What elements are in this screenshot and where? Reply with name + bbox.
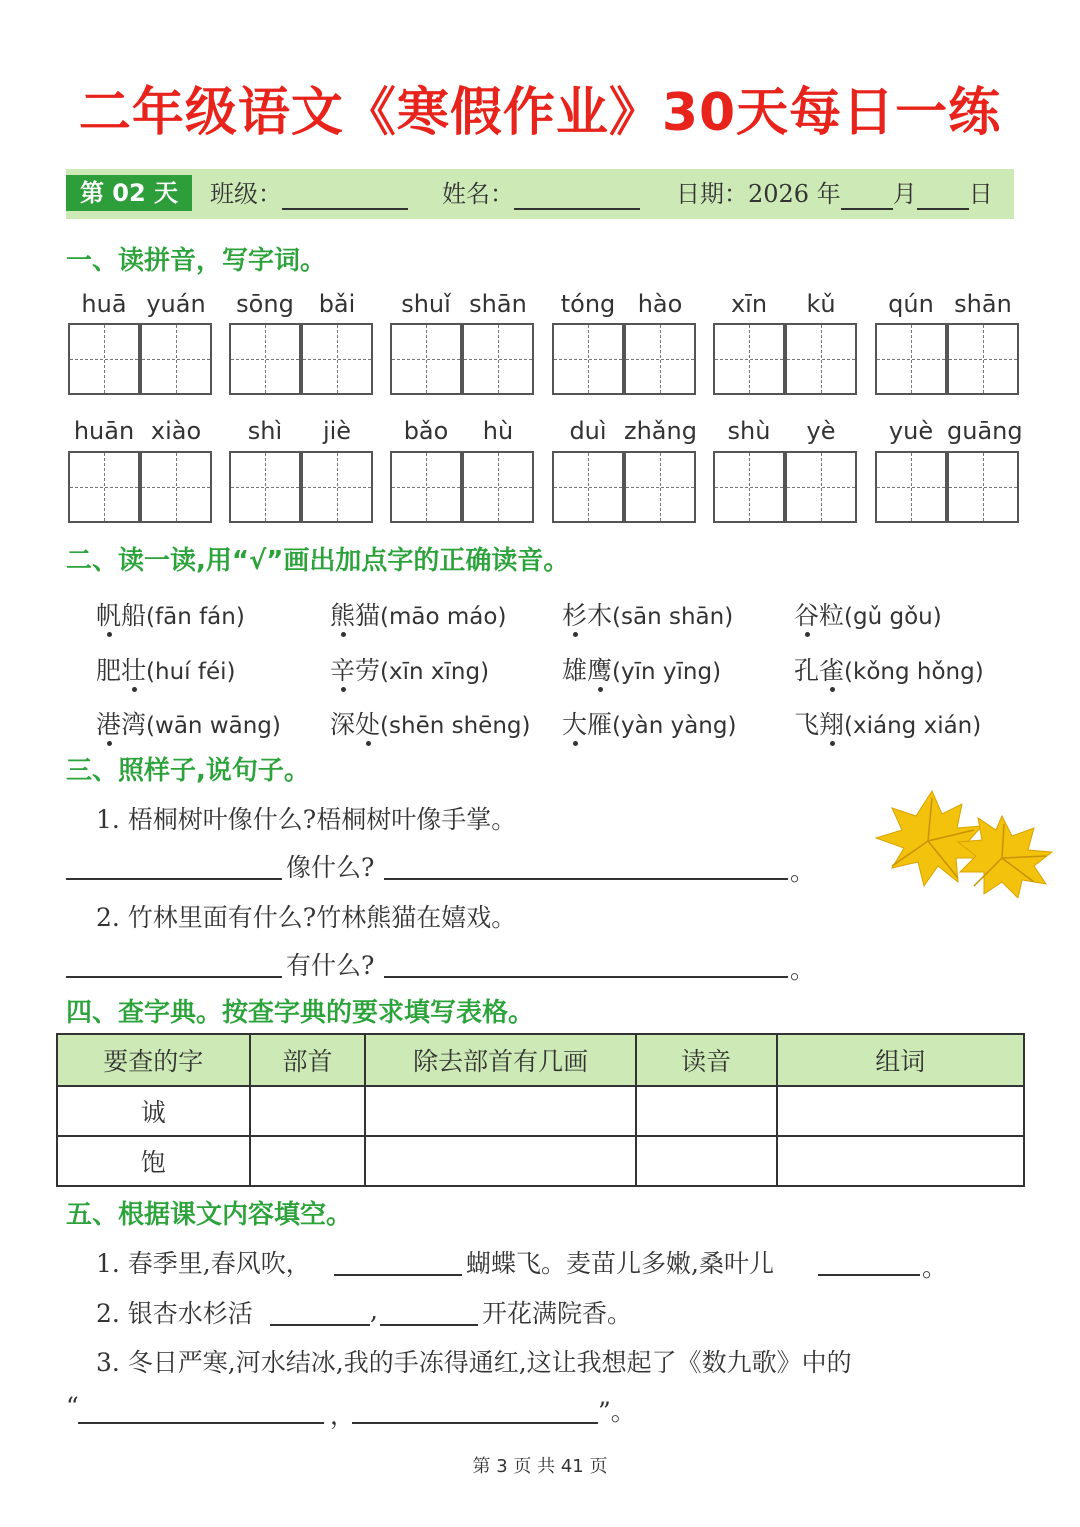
answer-line[interactable] bbox=[380, 1324, 478, 1326]
pronunciation-item[interactable] bbox=[330, 651, 489, 687]
answer-cell[interactable] bbox=[365, 1136, 635, 1186]
writing-box[interactable] bbox=[947, 451, 1019, 523]
period: 。 bbox=[790, 857, 816, 886]
answer-line[interactable] bbox=[352, 1422, 598, 1424]
writing-box[interactable] bbox=[390, 323, 462, 395]
word-char: 孔 bbox=[794, 656, 820, 685]
writing-box[interactable] bbox=[624, 323, 696, 395]
pronunciation-item[interactable] bbox=[330, 596, 506, 632]
pinyin-options: (xiáng xián) bbox=[844, 713, 982, 739]
table-row bbox=[57, 1136, 1024, 1186]
dictionary-table bbox=[56, 1033, 1025, 1187]
word-char: 飞 bbox=[794, 710, 820, 739]
word-char: 谷 bbox=[794, 596, 819, 632]
pinyin-options: (kǒng hǒng) bbox=[844, 659, 984, 685]
fill-text: 2. 银杏水杉活 bbox=[96, 1299, 253, 1328]
pronunciation-item[interactable] bbox=[794, 705, 981, 741]
class-input[interactable] bbox=[282, 182, 408, 210]
pinyin-label: sōng bbox=[236, 290, 294, 318]
answer-cell[interactable] bbox=[250, 1136, 366, 1186]
answer-line[interactable] bbox=[66, 878, 282, 880]
answer-line[interactable] bbox=[384, 976, 788, 978]
answer-line[interactable] bbox=[334, 1274, 462, 1276]
pinyin-options: (xīn xīng) bbox=[380, 659, 490, 685]
word-char: 熊 bbox=[330, 596, 355, 632]
pronunciation-item[interactable] bbox=[794, 596, 942, 632]
pinyin-label: jiè bbox=[322, 417, 352, 445]
pinyin-options: (shēn shēng) bbox=[380, 713, 531, 739]
answer-line[interactable] bbox=[270, 1324, 370, 1326]
pinyin-label: yè bbox=[806, 417, 836, 445]
pinyin-options: (yīn yīng) bbox=[612, 659, 722, 685]
fill-prompt-1: 像什么? bbox=[286, 853, 375, 882]
writing-box[interactable] bbox=[301, 323, 373, 395]
word-char: 雄 bbox=[562, 656, 588, 685]
pinyin-label: kǔ bbox=[806, 290, 836, 318]
pronunciation-item[interactable] bbox=[562, 596, 733, 632]
dotted-char: 翔 bbox=[819, 705, 844, 741]
class-field bbox=[210, 178, 408, 210]
lookup-char: 诚 bbox=[57, 1086, 250, 1136]
writing-box[interactable] bbox=[875, 323, 947, 395]
answer-line[interactable] bbox=[78, 1422, 324, 1424]
pronunciation-item[interactable] bbox=[562, 651, 721, 687]
writing-box[interactable] bbox=[68, 451, 140, 523]
section3-heading: 三、照样子,说句子。 bbox=[66, 756, 310, 786]
column-header: 读音 bbox=[636, 1034, 777, 1086]
pinyin-options: (gǔ gǒu) bbox=[844, 604, 942, 630]
column-header: 部首 bbox=[250, 1034, 366, 1086]
example-sentence-1: 1. 梧桐树叶像什么?梧桐树叶像手掌。 bbox=[96, 805, 517, 834]
writing-box[interactable] bbox=[875, 451, 947, 523]
example-sentence-2: 2. 竹林里面有什么?竹林熊猫在嬉戏。 bbox=[96, 903, 517, 932]
dotted-char: 壮 bbox=[121, 651, 146, 687]
date-field bbox=[676, 178, 993, 210]
day-label: 日 bbox=[968, 180, 993, 208]
dotted-char: 雀 bbox=[819, 651, 844, 687]
pinyin-label: tóng bbox=[560, 290, 616, 318]
pinyin-label: shān bbox=[954, 290, 1012, 318]
pronunciation-item[interactable] bbox=[562, 705, 736, 741]
word-char: 港 bbox=[96, 705, 121, 741]
pinyin-label: hào bbox=[637, 290, 683, 318]
writing-box[interactable] bbox=[785, 451, 857, 523]
pinyin-label: huān bbox=[73, 417, 135, 445]
writing-box[interactable] bbox=[140, 451, 212, 523]
pinyin-label: shì bbox=[247, 417, 283, 445]
writing-box[interactable] bbox=[462, 451, 534, 523]
pinyin-label: xiào bbox=[150, 417, 202, 445]
writing-box[interactable] bbox=[140, 323, 212, 395]
answer-cell[interactable] bbox=[636, 1086, 777, 1136]
writing-box[interactable] bbox=[229, 323, 301, 395]
dotted-char: 劳 bbox=[355, 656, 381, 685]
fill-text: 。 bbox=[922, 1253, 948, 1282]
dotted-char: 粒 bbox=[819, 601, 845, 630]
pinyin-label: huā bbox=[81, 290, 127, 318]
writing-box[interactable] bbox=[68, 323, 140, 395]
answer-cell[interactable] bbox=[365, 1086, 635, 1136]
dotted-char: 木 bbox=[587, 601, 613, 630]
section5-heading: 五、根据课文内容填空。 bbox=[66, 1200, 353, 1230]
day-input[interactable] bbox=[917, 182, 969, 210]
writing-box[interactable] bbox=[390, 451, 462, 523]
fill-text: 3. 冬日严寒,河水结冰,我的手冻得通红,这让我想起了《数九歌》中的 bbox=[96, 1348, 852, 1377]
writing-box[interactable] bbox=[785, 323, 857, 395]
pinyin-label: hù bbox=[482, 417, 514, 445]
answer-cell[interactable] bbox=[636, 1136, 777, 1186]
pinyin-options: (wān wāng) bbox=[146, 713, 281, 739]
word-char: 肥 bbox=[96, 656, 122, 685]
pinyin-label: bǎi bbox=[318, 290, 356, 318]
writing-box[interactable] bbox=[947, 323, 1019, 395]
pronunciation-item[interactable] bbox=[794, 651, 984, 687]
date-label: 日期：2026 年 bbox=[676, 180, 841, 208]
name-label: 姓名： bbox=[442, 180, 514, 208]
column-header: 组词 bbox=[777, 1034, 1025, 1086]
dotted-char: 湾 bbox=[121, 710, 147, 739]
pinyin-options: (sān shān) bbox=[612, 604, 734, 630]
page-title: 二年级语文《寒假作业》30天每日一练 bbox=[78, 83, 1002, 143]
writing-box[interactable] bbox=[713, 323, 785, 395]
word-char: 大 bbox=[562, 705, 587, 741]
pronunciation-item[interactable] bbox=[96, 705, 281, 741]
word-char: 深 bbox=[330, 710, 356, 739]
column-header: 除去部首有几画 bbox=[365, 1034, 635, 1086]
name-input[interactable] bbox=[514, 182, 640, 210]
month-label: 月 bbox=[892, 180, 917, 208]
period: 。 bbox=[790, 955, 816, 984]
pinyin-options: (māo máo) bbox=[380, 604, 507, 630]
column-header: 要查的字 bbox=[57, 1034, 250, 1086]
writing-box[interactable] bbox=[624, 451, 696, 523]
pinyin-label: shuǐ bbox=[401, 290, 451, 318]
dotted-char: 雁 bbox=[587, 710, 613, 739]
pinyin-label: yuè bbox=[888, 417, 934, 445]
dotted-char: 处 bbox=[355, 705, 380, 741]
fill-text: 蝴蝶飞。麦苗儿多嫩,桑叶儿 bbox=[466, 1249, 774, 1278]
pinyin-label: duì bbox=[569, 417, 607, 445]
fill-prompt-2: 有什么? bbox=[286, 951, 375, 980]
lookup-char: 饱 bbox=[57, 1136, 250, 1186]
pronunciation-item[interactable] bbox=[330, 705, 530, 741]
pronunciation-item[interactable] bbox=[96, 651, 235, 687]
pinyin-options: (fān fán) bbox=[146, 604, 245, 630]
page-footer: 第 3 页 共 41 页 bbox=[472, 1456, 608, 1477]
fill-text: ， bbox=[330, 1401, 356, 1430]
answer-line[interactable] bbox=[818, 1274, 920, 1276]
name-field bbox=[442, 178, 640, 210]
fill-text: “ bbox=[66, 1392, 79, 1421]
answer-cell[interactable] bbox=[250, 1086, 366, 1136]
writing-box[interactable] bbox=[229, 451, 301, 523]
writing-box[interactable] bbox=[301, 451, 373, 523]
pinyin-label: shù bbox=[727, 417, 771, 445]
section1-heading: 一、读拼音，写字词。 bbox=[66, 246, 327, 276]
fill-text: , bbox=[370, 1296, 378, 1325]
writing-box[interactable] bbox=[462, 323, 534, 395]
word-char: 帆 bbox=[96, 596, 121, 632]
writing-box[interactable] bbox=[552, 451, 624, 523]
fill-text: 1. 春季里,春风吹， bbox=[96, 1249, 311, 1278]
pinyin-label: xīn bbox=[730, 290, 768, 318]
pinyin-label: shān bbox=[469, 290, 527, 318]
fill-text: 开花满院香。 bbox=[482, 1299, 633, 1328]
answer-cell[interactable] bbox=[777, 1136, 1025, 1186]
answer-line[interactable] bbox=[66, 976, 282, 978]
fill-text: ”。 bbox=[598, 1397, 636, 1426]
dotted-char: 猫 bbox=[355, 601, 381, 630]
writing-box[interactable] bbox=[552, 323, 624, 395]
pinyin-label: yuán bbox=[146, 290, 206, 318]
section2-heading: 二、读一读,用“√”画出加点字的正确读音。 bbox=[66, 546, 570, 576]
answer-cell[interactable] bbox=[777, 1086, 1025, 1136]
day-badge: 第 02 天 bbox=[66, 175, 192, 211]
pinyin-options: (yàn yàng) bbox=[612, 713, 737, 739]
table-row bbox=[57, 1086, 1024, 1136]
pinyin-label: bǎo bbox=[403, 417, 449, 445]
writing-box[interactable] bbox=[713, 451, 785, 523]
pinyin-label: zhǎng bbox=[624, 417, 697, 445]
pinyin-label: qún bbox=[888, 290, 934, 318]
pinyin-label: guāng bbox=[947, 417, 1023, 445]
class-label: 班级： bbox=[210, 180, 282, 208]
table-header-row bbox=[57, 1034, 1024, 1086]
dotted-char: 船 bbox=[121, 601, 147, 630]
answer-line[interactable] bbox=[384, 878, 788, 880]
pinyin-options: (huí féi) bbox=[146, 659, 236, 685]
maple-leaf-icon bbox=[862, 786, 1058, 898]
dotted-char: 鹰 bbox=[587, 651, 612, 687]
word-char: 杉 bbox=[562, 596, 587, 632]
pronunciation-item[interactable] bbox=[96, 596, 245, 632]
word-char: 辛 bbox=[330, 651, 355, 687]
month-input[interactable] bbox=[841, 182, 893, 210]
section4-heading: 四、查字典。按查字典的要求填写表格。 bbox=[66, 998, 535, 1028]
